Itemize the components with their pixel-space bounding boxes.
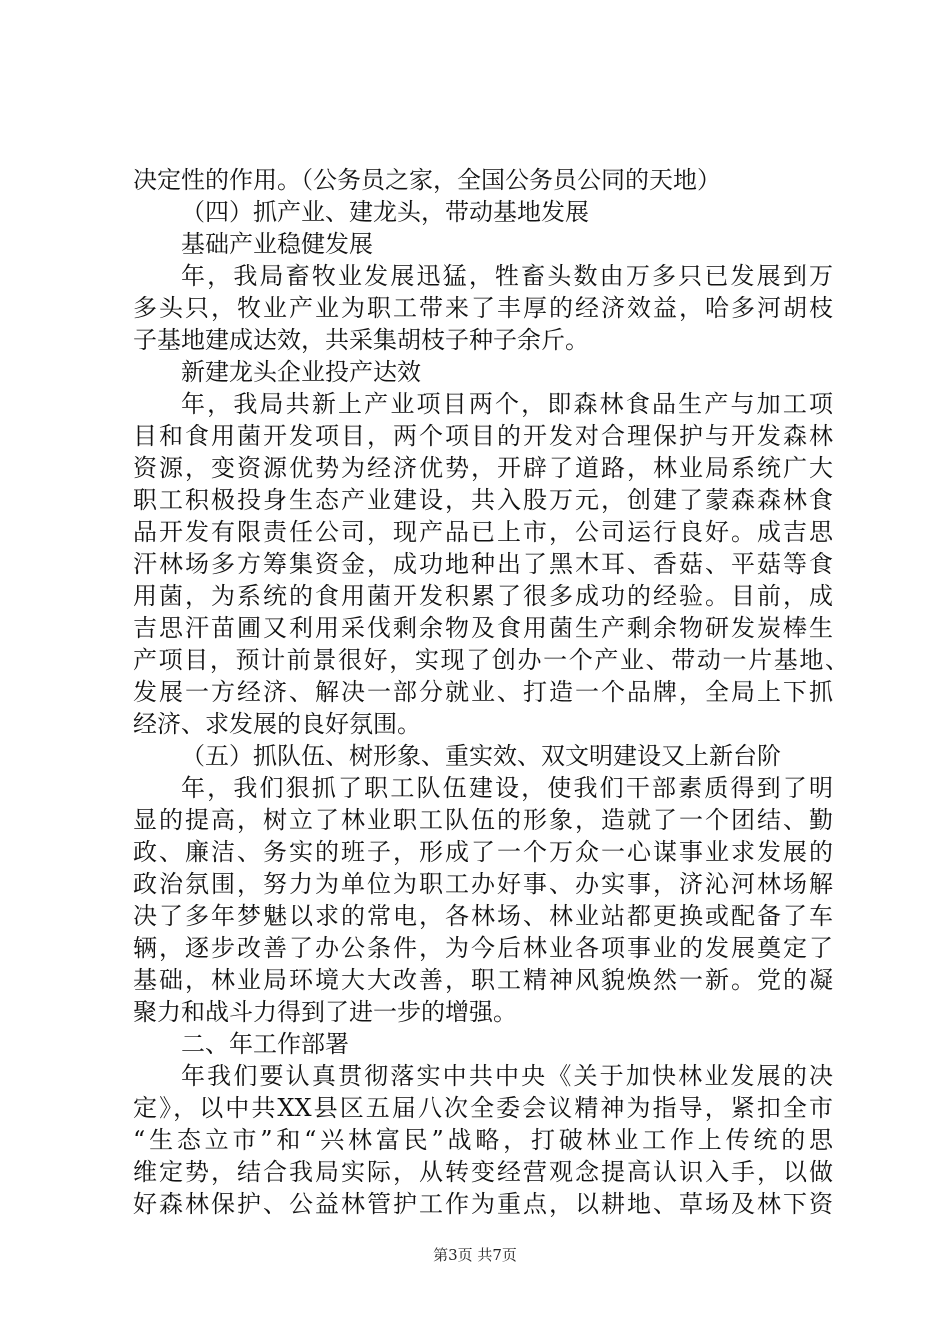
- text-line: 品开发有限责任公司，现产品已上市，公司运行良好。成吉思: [133, 518, 833, 546]
- text-line: 好森林保护、公益林管护工作为重点，以耕地、草场及林下资: [133, 1190, 833, 1218]
- text-line: 目和食用菌开发项目，两个项目的开发对合理保护与开发森林: [133, 422, 833, 450]
- text-line: 聚力和战斗力得到了进一步的增强。: [133, 998, 517, 1026]
- text-line: 职工积极投身生态产业建设，共入股万元，创建了蒙森森林食: [133, 486, 833, 514]
- section-heading: 二、年工作部署: [181, 1030, 349, 1058]
- subsection-heading: 基础产业稳健发展: [181, 230, 373, 258]
- text-line: 决了多年梦魅以求的常电，各林场、林业站都更换或配备了车: [133, 902, 833, 930]
- text-line: 发展一方经济、解决一部分就业、打造一个品牌，全局上下抓: [133, 678, 833, 706]
- text-line: 产项目，预计前景很好，实现了创办一个产业、带动一片基地、: [133, 646, 849, 674]
- text-line: “生态立市”和“兴林富民”战略，打破林业工作上传统的思: [133, 1126, 833, 1154]
- text-line: 多头只，牧业产业为职工带来了丰厚的经济效益，哈多河胡枝: [133, 294, 833, 322]
- text-line: 资源，变资源优势为经济优势，开辟了道路，林业局系统广大: [133, 454, 833, 482]
- text-line: 吉思汗苗圃又利用采伐剩余物及食用菌生产剩余物研发炭棒生: [133, 614, 833, 642]
- text-line: 基础，林业局环境大大改善，职工精神风貌焕然一新。党的凝: [133, 966, 833, 994]
- text-line: 年，我局共新上产业项目两个，即森林食品生产与加工项: [181, 390, 833, 418]
- text-line: 年，我们狠抓了职工队伍建设，使我们干部素质得到了明: [181, 774, 833, 802]
- text-line: 年我们要认真贯彻落实中共中央《关于加快林业发展的决: [181, 1062, 833, 1090]
- section-heading: （四）抓产业、建龙头，带动基地发展: [181, 198, 589, 226]
- text-line: 经济、求发展的良好氛围。: [133, 710, 421, 738]
- text-line: 子基地建成达效，共采集胡枝子种子余斤。: [133, 326, 589, 354]
- text-line: 汗林场多方筹集资金，成功地种出了黑木耳、香菇、平菇等食: [133, 550, 833, 578]
- text-line: 政、廉洁、务实的班子，形成了一个万众一心谋事业求发展的: [133, 838, 833, 866]
- text-line: 维定势，结合我局实际，从转变经营观念提高认识入手，以做: [133, 1158, 833, 1186]
- subsection-heading: 新建龙头企业投产达效: [181, 358, 421, 386]
- page-number: 第3页 共7页: [433, 1246, 517, 1264]
- text-line: 用菌，为系统的食用菌开发积累了很多成功的经验。目前，成: [133, 582, 833, 610]
- text-line: 定》，以中共XX县区五届八次全委会议精神为指导，紧扣全市: [133, 1094, 833, 1122]
- section-heading: （五）抓队伍、树形象、重实效、双文明建设又上新台阶: [181, 742, 781, 770]
- text-line: 显的提高，树立了林业职工队伍的形象，造就了一个团结、勤: [133, 806, 833, 834]
- text-line: 辆，逐步改善了办公条件，为今后林业各项事业的发展奠定了: [133, 934, 833, 962]
- text-line: 政治氛围，努力为单位为职工办好事、办实事，济沁河林场解: [133, 870, 833, 898]
- text-line: 决定性的作用。（公务员之家，全国公务员公同的天地）: [133, 166, 721, 194]
- text-line: 年，我局畜牧业发展迅猛，牲畜头数由万多只已发展到万: [181, 262, 833, 290]
